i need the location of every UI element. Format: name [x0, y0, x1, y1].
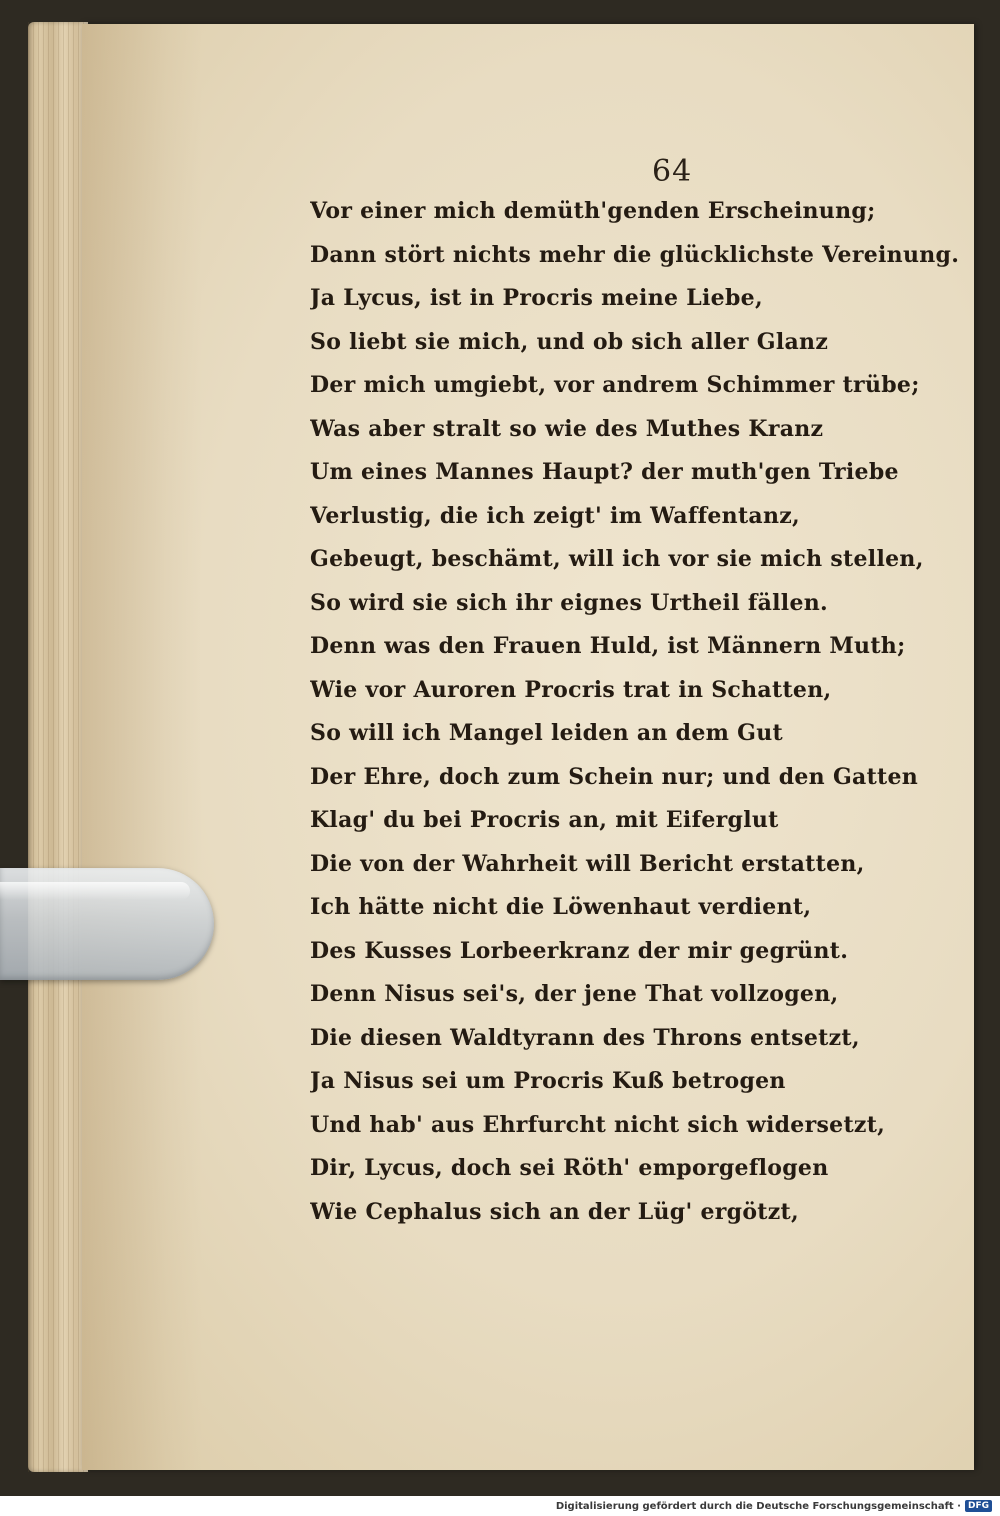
text-line: Der mich umgiebt, vor andrem Schimmer trübe; — [310, 372, 920, 398]
text-line: Denn Nisus sei's, der jene That vollzogen, — [310, 981, 839, 1007]
book-page-edges — [28, 22, 88, 1472]
dfg-logo-icon: DFG — [965, 1500, 992, 1512]
text-line: Und hab' aus Ehrfurcht nicht sich widersetzt, — [310, 1111, 886, 1138]
text-line: Wie vor Auroren Procris trat in Schatten, — [310, 676, 832, 703]
text-line: Was aber stralt so wie des Muthes Kranz — [310, 415, 824, 442]
text-line: Gebeugt, beschämt, will ich vor sie mich stellen, — [310, 546, 924, 572]
text-line: Wie Cephalus sich an der Lüg' ergötzt, — [310, 1198, 799, 1225]
text-line: Vor einer mich demüth'genden Erscheinung; — [310, 198, 876, 224]
footer — [556, 1498, 992, 1514]
page-number: 64 — [652, 154, 693, 189]
text-line: So liebt sie mich, und ob sich aller Glanz — [310, 328, 829, 355]
text-line: Dir, Lycus, doch sei Röth' emporgeflogen — [310, 1155, 829, 1181]
text-line: Klag' du bei Procris an, mit Eiferglut — [310, 807, 779, 833]
text-line: Verlustig, die ich zeigt' im Waffentanz, — [310, 502, 801, 529]
text-line: Denn was den Frauen Huld, ist Männern Muth; — [310, 633, 906, 659]
text-line: Ja Nisus sei um Procris Kuß betrogen — [310, 1068, 786, 1094]
text-line: So wird sie sich ihr eignes Urtheil fällen. — [310, 589, 829, 616]
text-line: Des Kusses Lorbeerkranz der mir gegrünt. — [310, 937, 849, 964]
page-clip — [0, 868, 214, 980]
text-line: So will ich Mangel leiden an dem Gut — [310, 720, 784, 746]
text-line: Die diesen Waldtyrann des Throns entsetzt, — [310, 1024, 860, 1051]
text-line: Der Ehre, doch zum Schein nur; und den Gatten — [310, 763, 919, 790]
text-line: Die von der Wahrheit will Bericht erstatten, — [310, 850, 865, 877]
text-line: Um eines Mannes Haupt? der muth'gen Triebe — [310, 459, 899, 485]
poem-text — [310, 190, 960, 1234]
text-line: Ja Lycus, ist in Procris meine Liebe, — [310, 285, 763, 311]
footer-credit: Digitalisierung gefördert durch die Deutsche Forschungsgemeinschaft · — [555, 1500, 961, 1512]
text-line: Ich hätte nicht die Löwenhaut verdient, — [310, 894, 812, 920]
text-line: Dann stört nichts mehr die glücklichste Vereinung. — [310, 241, 960, 268]
